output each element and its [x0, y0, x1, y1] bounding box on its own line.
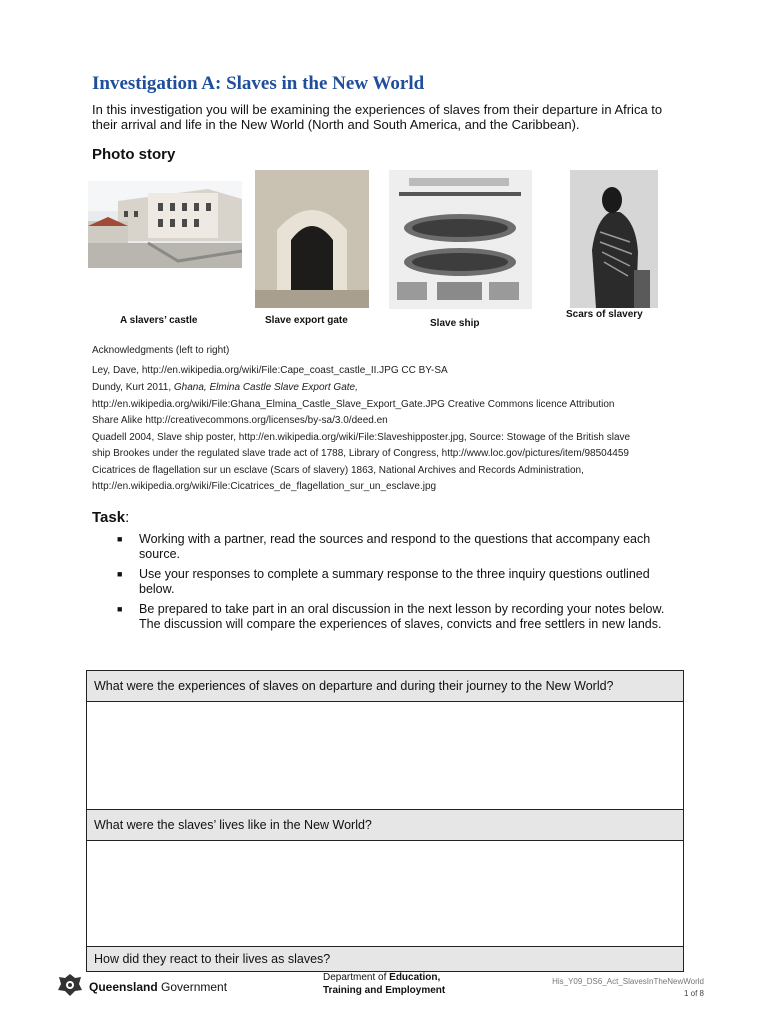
list-item-text: Be prepared to take part in an oral discussion in the next lesson by recording your notes below. The discussion will compare the experiences of slaves, convicts and free settlers in new lands. [139, 602, 665, 631]
slave-ship-photo [389, 170, 532, 309]
bullet-icon: ■ [117, 569, 123, 579]
question-header [87, 947, 683, 971]
task-heading-text: Task [92, 509, 126, 526]
question-text: What were the slaves’ lives like in the New World? [94, 818, 372, 832]
government-wordmark-rest: Government [157, 980, 228, 994]
list-item-text: Use your responses to complete a summary response to the three inquiry questions outlined below. [139, 567, 650, 596]
answer-box-lives[interactable] [87, 841, 683, 947]
ack-line: Quadell 2004, Slave ship poster, http://en.wikipedia.org/wiki/File:Slaveshipposter.jpg, Source: Stowage of the British slave [92, 432, 631, 443]
ack-italic-title: Ghana, Elmina Castle Slave Export Gate, [173, 382, 358, 393]
ack-line [92, 382, 358, 394]
ack-line: ship Brookes under the regulated slave trade act of 1788, Library of Congress, http://www.loc.gov/pictures/item/98504459 [92, 448, 629, 459]
answer-box-departure[interactable] [87, 702, 683, 810]
task-heading [92, 509, 129, 526]
page-number: 1 of 8 [683, 989, 704, 998]
department-education: Education, [389, 972, 441, 983]
caption-gate: Slave export gate [265, 315, 348, 326]
ack-line: Cicatrices de flagellation sur un esclave (Scars of slavery) 1863, National Archives and Records Administration, [92, 465, 584, 476]
government-wordmark [89, 980, 227, 994]
bullet-icon: ■ [117, 534, 123, 544]
questions-table [86, 670, 684, 972]
export-gate-photo [255, 170, 369, 308]
document-code: His_Y09_DS6_Act_SlavesInTheNewWorld [552, 977, 704, 986]
list-item [92, 532, 682, 561]
department-line-1 [323, 971, 445, 984]
ack-line: Ley, Dave, http://en.wikipedia.org/wiki/File:Cape_coast_castle_II.JPG CC BY-SA [92, 365, 448, 376]
caption-scars: Scars of slavery [566, 309, 643, 320]
question-text: What were the experiences of slaves on departure and during their journey to the New World? [94, 679, 614, 693]
task-list [92, 532, 682, 637]
department-line-2 [323, 984, 445, 997]
question-text: How did they react to their lives as slaves? [94, 952, 331, 966]
castle-photo [88, 181, 242, 268]
ack-line: http://en.wikipedia.org/wiki/File:Ghana_Elmina_Castle_Slave_Export_Gate.JPG Creative Commons licence Attribution [92, 399, 615, 410]
ack-line: http://en.wikipedia.org/wiki/File:Cicatrices_de_flagellation_sur_un_esclave.jpg [92, 481, 437, 492]
department-name [323, 971, 445, 997]
ack-line: Share Alike http://creativecommons.org/licenses/by-sa/3.0/deed.en [92, 415, 388, 426]
page-title: Investigation A: Slaves in the New World [92, 73, 425, 94]
question-header [87, 671, 683, 702]
list-item-text: Working with a partner, read the sources and respond to the questions that accompany each source. [139, 532, 651, 561]
department-prefix: Department of [323, 972, 390, 983]
list-item [92, 567, 682, 596]
question-header [87, 810, 683, 841]
queensland-crest-icon [55, 972, 85, 1003]
bullet-icon: ■ [117, 604, 123, 614]
government-wordmark-bold: Queensland [89, 980, 158, 994]
ack-line-text: Dundy, Kurt 2011, [92, 382, 174, 393]
caption-ship: Slave ship [430, 318, 480, 329]
list-item [92, 602, 682, 631]
scars-photo [570, 170, 658, 308]
acknowledgments-heading: Acknowledgments (left to right) [92, 345, 230, 356]
task-colon: : [125, 509, 130, 526]
photo-story-heading: Photo story [92, 146, 176, 163]
caption-castle: A slavers’ castle [120, 315, 198, 326]
department-training: Training and Employment [323, 985, 446, 996]
intro-paragraph: In this investigation you will be examining the experiences of slaves from their departure in Africa to their arrival and life in the New World (North and South America, and the Caribbean). [92, 102, 663, 132]
